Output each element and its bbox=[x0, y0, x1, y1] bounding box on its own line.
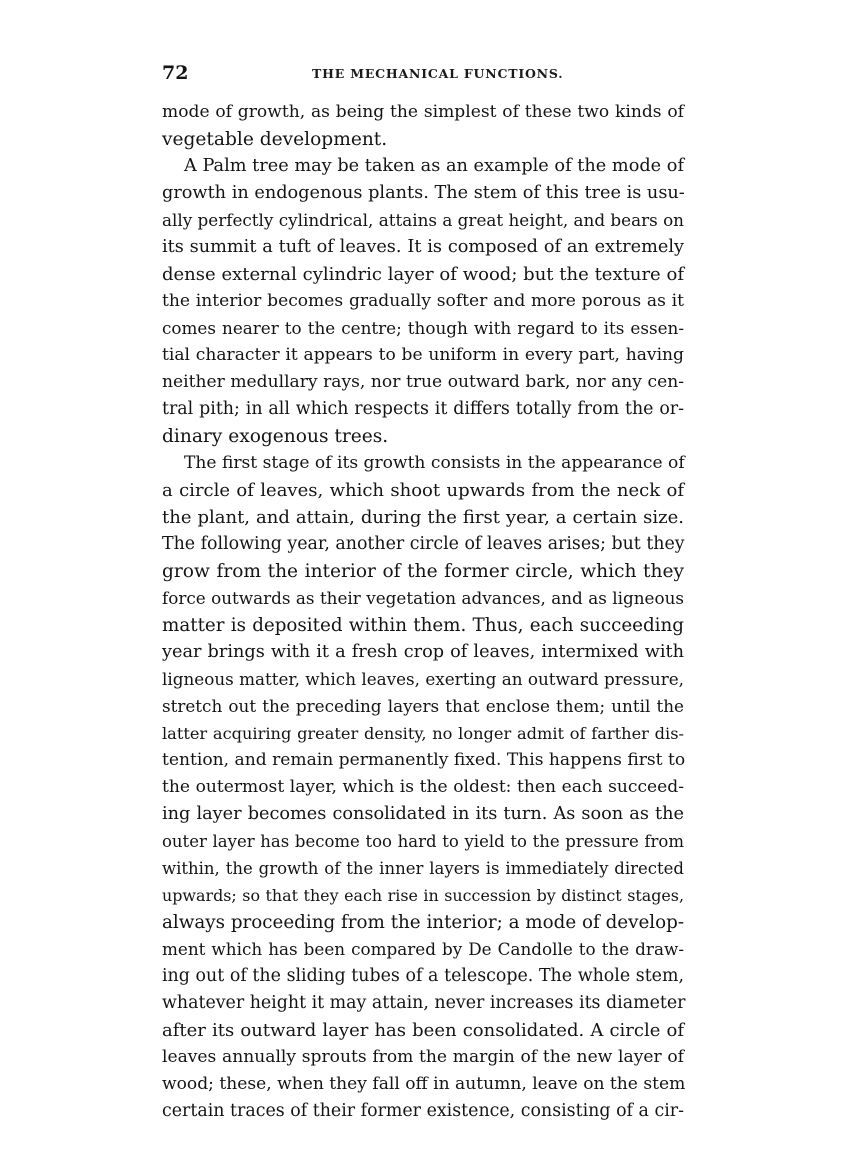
text-line: latter acquiring greater density, no longer admit of farther dis- bbox=[162, 724, 684, 743]
text-line: matter is deposited within them. Thus, each succeeding bbox=[162, 615, 684, 636]
text-line: A Palm tree may be taken as an example of the mode of bbox=[184, 156, 684, 176]
text-line: a circle of leaves, which shoot upwards from the neck of bbox=[162, 480, 684, 501]
text-line: grow from the interior of the former circle, which they bbox=[162, 561, 684, 582]
text-line: dinary exogenous trees. bbox=[162, 426, 389, 447]
text-line: always proceeding from the interior; a mode of develop- bbox=[162, 912, 684, 933]
text-line: ing layer becomes consolidated in its turn. As soon as the bbox=[162, 804, 684, 824]
text-line: tention, and remain permanently fixed. This happens first to bbox=[162, 750, 686, 770]
text-line: The first stage of its growth consists in the appearance of bbox=[184, 453, 685, 473]
text-line: stretch out the preceding layers that enclose them; until the bbox=[162, 696, 684, 716]
text-line: ing out of the sliding tubes of a telescope. The whole stem, bbox=[162, 966, 684, 986]
text-line: growth in endogenous plants. The stem of this tree is usu- bbox=[162, 183, 685, 203]
text-line: year brings with it a fresh crop of leaves, intermixed with bbox=[162, 642, 684, 662]
text-line: whatever height it may attain, never increases its diameter bbox=[162, 993, 686, 1013]
text-line: vegetable development. bbox=[162, 129, 388, 150]
text-line: force outwards as their vegetation advances, and as ligneous bbox=[162, 588, 684, 608]
text-line: the interior becomes gradually softer and more porous as it bbox=[162, 291, 684, 311]
text-line: tral pith; in all which respects it differs totally from the or- bbox=[162, 399, 684, 419]
text-line: its summit a tuft of leaves. It is composed of an extremely bbox=[162, 237, 684, 257]
text-line: ally perfectly cylindrical, attains a great height, and bears on bbox=[162, 210, 684, 230]
text-line: after its outward layer has been consolidated. A circle of bbox=[162, 1020, 684, 1041]
text-line: ment which has been compared by De Candolle to the draw- bbox=[162, 939, 684, 959]
running-title: THE MECHANICAL FUNCTIONS. bbox=[312, 66, 564, 81]
text-line: certain traces of their former existence, consisting of a cir- bbox=[162, 1101, 684, 1121]
text-line: within, the growth of the inner layers is immediately directed bbox=[162, 859, 684, 878]
text-line: the plant, and attain, during the first year, a certain size. bbox=[162, 507, 684, 528]
text-line: the outermost layer, which is the oldest: then each succeed- bbox=[162, 777, 684, 797]
text-line: mode of growth, as being the simplest of these two kinds of bbox=[162, 102, 684, 122]
text-line: outer layer has become too hard to yield to the pressure from bbox=[162, 832, 684, 851]
text-line: tial character it appears to be uniform in every part, having bbox=[162, 345, 684, 365]
text-line: wood; these, when they fall off in autumn, leave on the stem bbox=[162, 1074, 686, 1094]
text-line: The following year, another circle of leaves arises; but they bbox=[162, 534, 685, 554]
running-head bbox=[162, 62, 682, 86]
text-line: ligneous matter, which leaves, exerting an outward pressure, bbox=[162, 669, 684, 689]
text-line: comes nearer to the centre; though with regard to its essen- bbox=[162, 318, 684, 338]
text-line: leaves annually sprouts from the margin of the new layer of bbox=[162, 1047, 684, 1067]
text-line: dense external cylindric layer of wood; but the texture of bbox=[162, 264, 684, 285]
text-line: upwards; so that they each rise in succession by distinct stages, bbox=[162, 886, 684, 905]
page-number: 72 bbox=[162, 62, 189, 84]
text-line: neither medullary rays, nor true outward bark, nor any cen- bbox=[162, 372, 684, 392]
